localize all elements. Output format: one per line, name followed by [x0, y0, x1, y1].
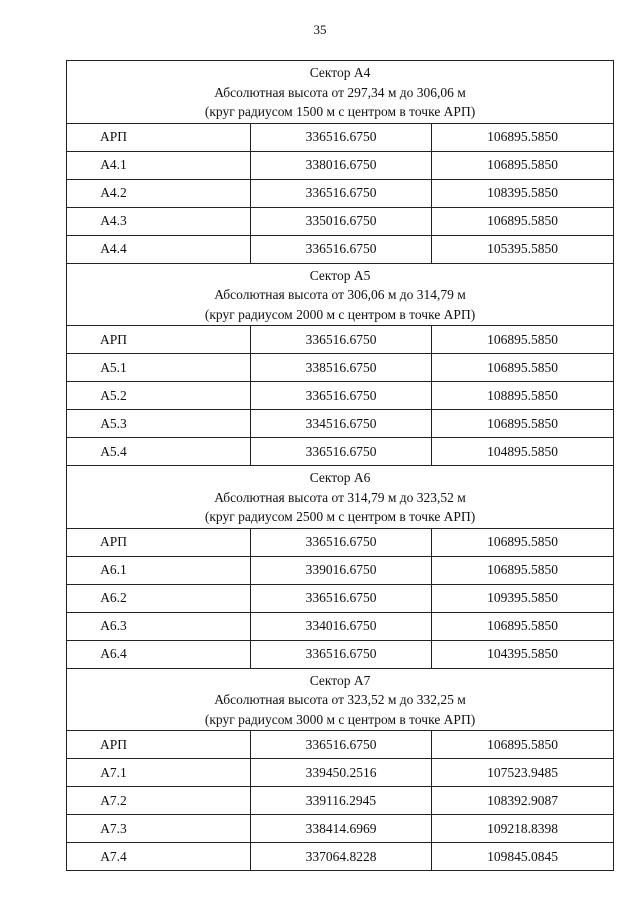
point-name-cell: А5.3 — [67, 410, 251, 438]
sector-header — [67, 466, 614, 529]
x-coordinate-cell: 336516.6750 — [251, 640, 432, 668]
page-number: 35 — [313, 22, 327, 37]
table-row — [67, 354, 614, 382]
y-coordinate-cell: 108392.9087 — [432, 787, 614, 815]
table-row — [67, 815, 614, 843]
point-name-cell: А4.4 — [67, 235, 251, 263]
sector-header-cell — [67, 61, 614, 124]
sector-header — [67, 668, 614, 731]
table-row — [67, 731, 614, 759]
point-name-cell: А7.2 — [67, 787, 251, 815]
point-name-cell: А4.1 — [67, 151, 251, 179]
x-coordinate-cell: 339016.6750 — [251, 556, 432, 584]
sector-header — [67, 263, 614, 326]
table-row — [67, 326, 614, 354]
table-row — [67, 640, 614, 668]
point-name-cell: А4.3 — [67, 207, 251, 235]
x-coordinate-cell: 336516.6750 — [251, 382, 432, 410]
sector-header — [67, 61, 614, 124]
point-name-cell: АРП — [67, 123, 251, 151]
y-coordinate-cell: 106895.5850 — [432, 326, 614, 354]
x-coordinate-cell: 338516.6750 — [251, 354, 432, 382]
table-row — [67, 410, 614, 438]
point-name-cell: А6.3 — [67, 612, 251, 640]
sector-circle-description: (круг радиусом 1500 м с центром в точке АРП) — [204, 104, 476, 119]
table-row — [67, 556, 614, 584]
y-coordinate-cell: 106895.5850 — [432, 556, 614, 584]
table-row — [67, 759, 614, 787]
table-row — [67, 438, 614, 466]
y-coordinate-cell: 108895.5850 — [432, 382, 614, 410]
sector-title: Сектор А4 — [309, 65, 371, 80]
point-name-cell: А7.1 — [67, 759, 251, 787]
sector-header-cell — [67, 263, 614, 326]
y-coordinate-cell: 106895.5850 — [432, 528, 614, 556]
x-coordinate-cell: 334016.6750 — [251, 612, 432, 640]
x-coordinate-cell: 339116.2945 — [251, 787, 432, 815]
y-coordinate-cell: 106895.5850 — [432, 612, 614, 640]
table-row — [67, 179, 614, 207]
x-coordinate-cell: 336516.6750 — [251, 731, 432, 759]
y-coordinate-cell: 106895.5850 — [432, 410, 614, 438]
point-name-cell: А5.1 — [67, 354, 251, 382]
table-row — [67, 528, 614, 556]
point-name-cell: А7.3 — [67, 815, 251, 843]
x-coordinate-cell: 336516.6750 — [251, 235, 432, 263]
y-coordinate-cell: 109218.8398 — [432, 815, 614, 843]
x-coordinate-cell: 336516.6750 — [251, 123, 432, 151]
table-row — [67, 235, 614, 263]
table-row — [67, 843, 614, 871]
point-name-cell: А7.4 — [67, 843, 251, 871]
sector-altitude: Абсолютная высота от 314,79 м до 323,52 м — [214, 489, 466, 505]
sector-header-cell — [67, 466, 614, 529]
sector-title: Сектор А5 — [309, 267, 371, 283]
x-coordinate-cell: 336516.6750 — [251, 528, 432, 556]
table-row — [67, 207, 614, 235]
table-row — [67, 612, 614, 640]
x-coordinate-cell: 338414.6969 — [251, 815, 432, 843]
sector-header-cell — [67, 668, 614, 731]
sector-title: Сектор А7 — [309, 672, 371, 688]
x-coordinate-cell: 338016.6750 — [251, 151, 432, 179]
sector-coordinates-table — [66, 60, 614, 871]
point-name-cell: А6.1 — [67, 556, 251, 584]
table-row — [67, 123, 614, 151]
point-name-cell: АРП — [67, 528, 251, 556]
sector-altitude: Абсолютная высота от 323,52 м до 332,25 м — [214, 692, 466, 707]
x-coordinate-cell: 336516.6750 — [251, 584, 432, 612]
x-coordinate-cell: 334516.6750 — [251, 410, 432, 438]
x-coordinate-cell: 335016.6750 — [251, 207, 432, 235]
point-name-cell: А6.4 — [67, 640, 251, 668]
sector-altitude: Абсолютная высота от 306,06 м до 314,79 м — [214, 287, 466, 302]
y-coordinate-cell: 106895.5850 — [432, 123, 614, 151]
table-row — [67, 787, 614, 815]
sector-altitude: Абсолютная высота от 297,34 м до 306,06 м — [214, 84, 466, 100]
x-coordinate-cell: 337064.8228 — [251, 843, 432, 871]
y-coordinate-cell: 105395.5850 — [432, 235, 614, 263]
y-coordinate-cell: 106895.5850 — [432, 354, 614, 382]
x-coordinate-cell: 336516.6750 — [251, 179, 432, 207]
point-name-cell: АРП — [67, 326, 251, 354]
point-name-cell: А6.2 — [67, 584, 251, 612]
y-coordinate-cell: 104395.5850 — [432, 640, 614, 668]
point-name-cell: А5.2 — [67, 382, 251, 410]
y-coordinate-cell: 109845.0845 — [432, 843, 614, 871]
point-name-cell: А5.4 — [67, 438, 251, 466]
point-name-cell: А4.2 — [67, 179, 251, 207]
y-coordinate-cell: 109395.5850 — [432, 584, 614, 612]
y-coordinate-cell: 106895.5850 — [432, 207, 614, 235]
x-coordinate-cell: 336516.6750 — [251, 326, 432, 354]
y-coordinate-cell: 106895.5850 — [432, 731, 614, 759]
y-coordinate-cell: 108395.5850 — [432, 179, 614, 207]
sector-circle-description: (круг радиусом 3000 м с центром в точке АРП) — [204, 711, 476, 727]
y-coordinate-cell: 107523.9485 — [432, 759, 614, 787]
point-name-cell: АРП — [67, 731, 251, 759]
table-row — [67, 151, 614, 179]
x-coordinate-cell: 336516.6750 — [251, 438, 432, 466]
table-row — [67, 382, 614, 410]
y-coordinate-cell: 106895.5850 — [432, 151, 614, 179]
sector-circle-description: (круг радиусом 2500 м с центром в точке АРП) — [204, 509, 476, 524]
x-coordinate-cell: 339450.2516 — [251, 759, 432, 787]
table-body — [67, 61, 614, 871]
y-coordinate-cell: 104895.5850 — [432, 438, 614, 466]
table-row — [67, 584, 614, 612]
sector-circle-description: (круг радиусом 2000 м с центром в точке АРП) — [204, 306, 476, 322]
sector-title: Сектор А6 — [309, 470, 371, 485]
